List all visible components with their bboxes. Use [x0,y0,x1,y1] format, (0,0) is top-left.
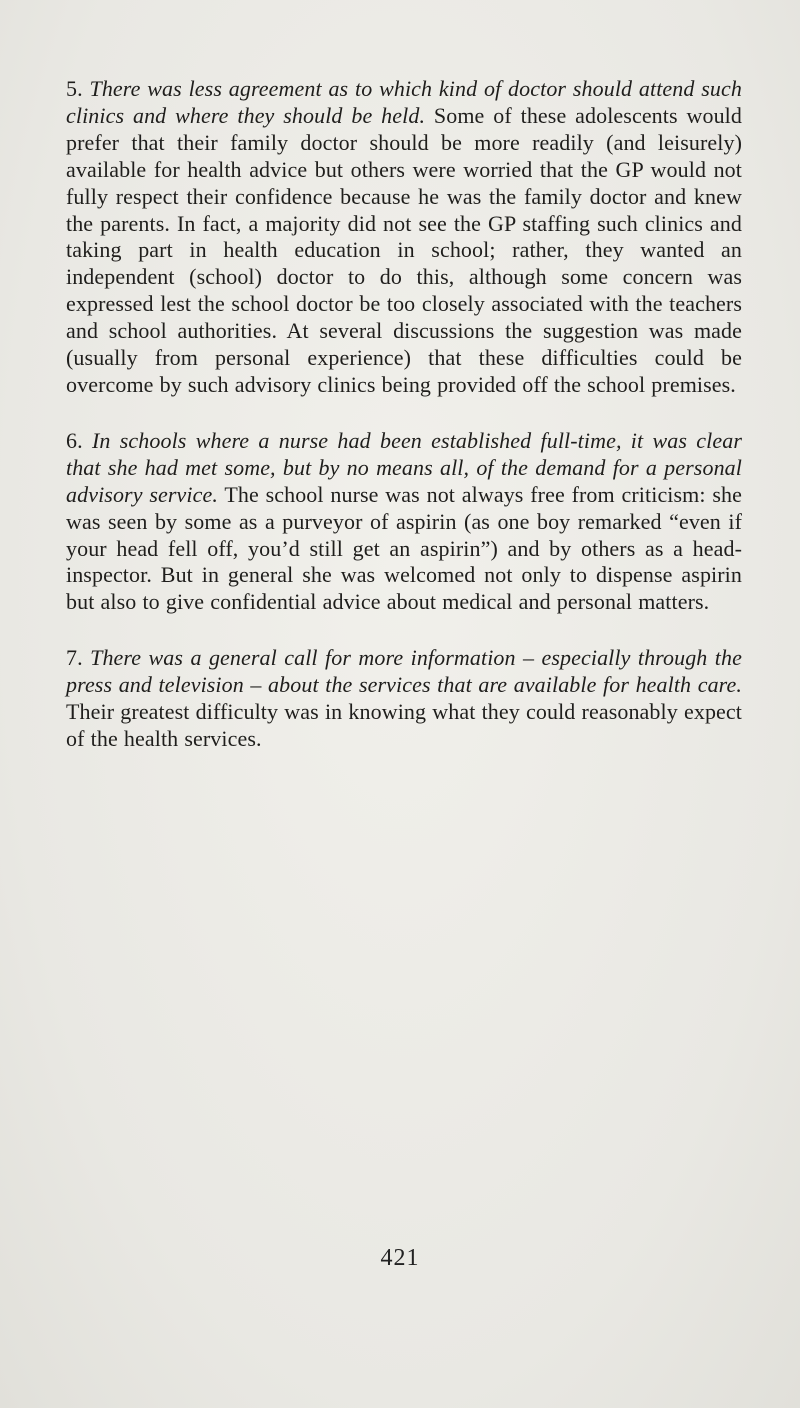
page-number: 421 [380,1245,420,1271]
paragraph-lead-italic: There was less agreement as to which kind of doctor should attend such clinics and where they should be held. [66,76,742,128]
paragraph-lead-italic: There was a general call for more information – especially through the press and television – about the services that are available for health care. [66,645,742,698]
paragraph-body: The school nurse was not always free from criticism: she was seen by some as a purveyor of aspirin (as one boy remarked “even if your head fell off, you’d still get an aspirin”) and by others as a head-inspector. But in general she was welcomed not only to dispense aspirin but also to give confidential advice about medical and personal matters. [66,481,742,615]
paragraph-number: 6. [66,427,83,453]
paragraph-5 [66,76,742,399]
paragraph-6 [66,428,742,616]
paragraph-body: Their greatest difficulty was in knowing what they could reasonably expect of the health services. [66,699,742,751]
paragraph-lead-italic: In schools where a nurse had been established full-time, it was clear that she had met some, but by no means all, of the demand for a personal advisory service. [66,427,742,507]
paragraph-7 [66,645,742,753]
paragraph-body: Some of these adolescents would prefer that their family doctor should be more readily (and leisurely) available for health advice but others were worried that the GP would not fully respect their confidence because he was the family doctor and knew the parents. In fact, a majority did not see the GP staffing such clinics and taking part in health education in school; rather, they wanted an independent (school) doctor to do this, although some concern was expressed lest the school doctor be too closely associated with the teachers and school authorities. At several discussions the suggestion was made (usually from personal experience) that these difficulties could be overcome by such advisory clinics being provided off the school premises. [66,102,742,397]
body-text [66,76,742,782]
paragraph-number: 5. [66,76,83,101]
paragraph-number: 7. [66,645,83,671]
